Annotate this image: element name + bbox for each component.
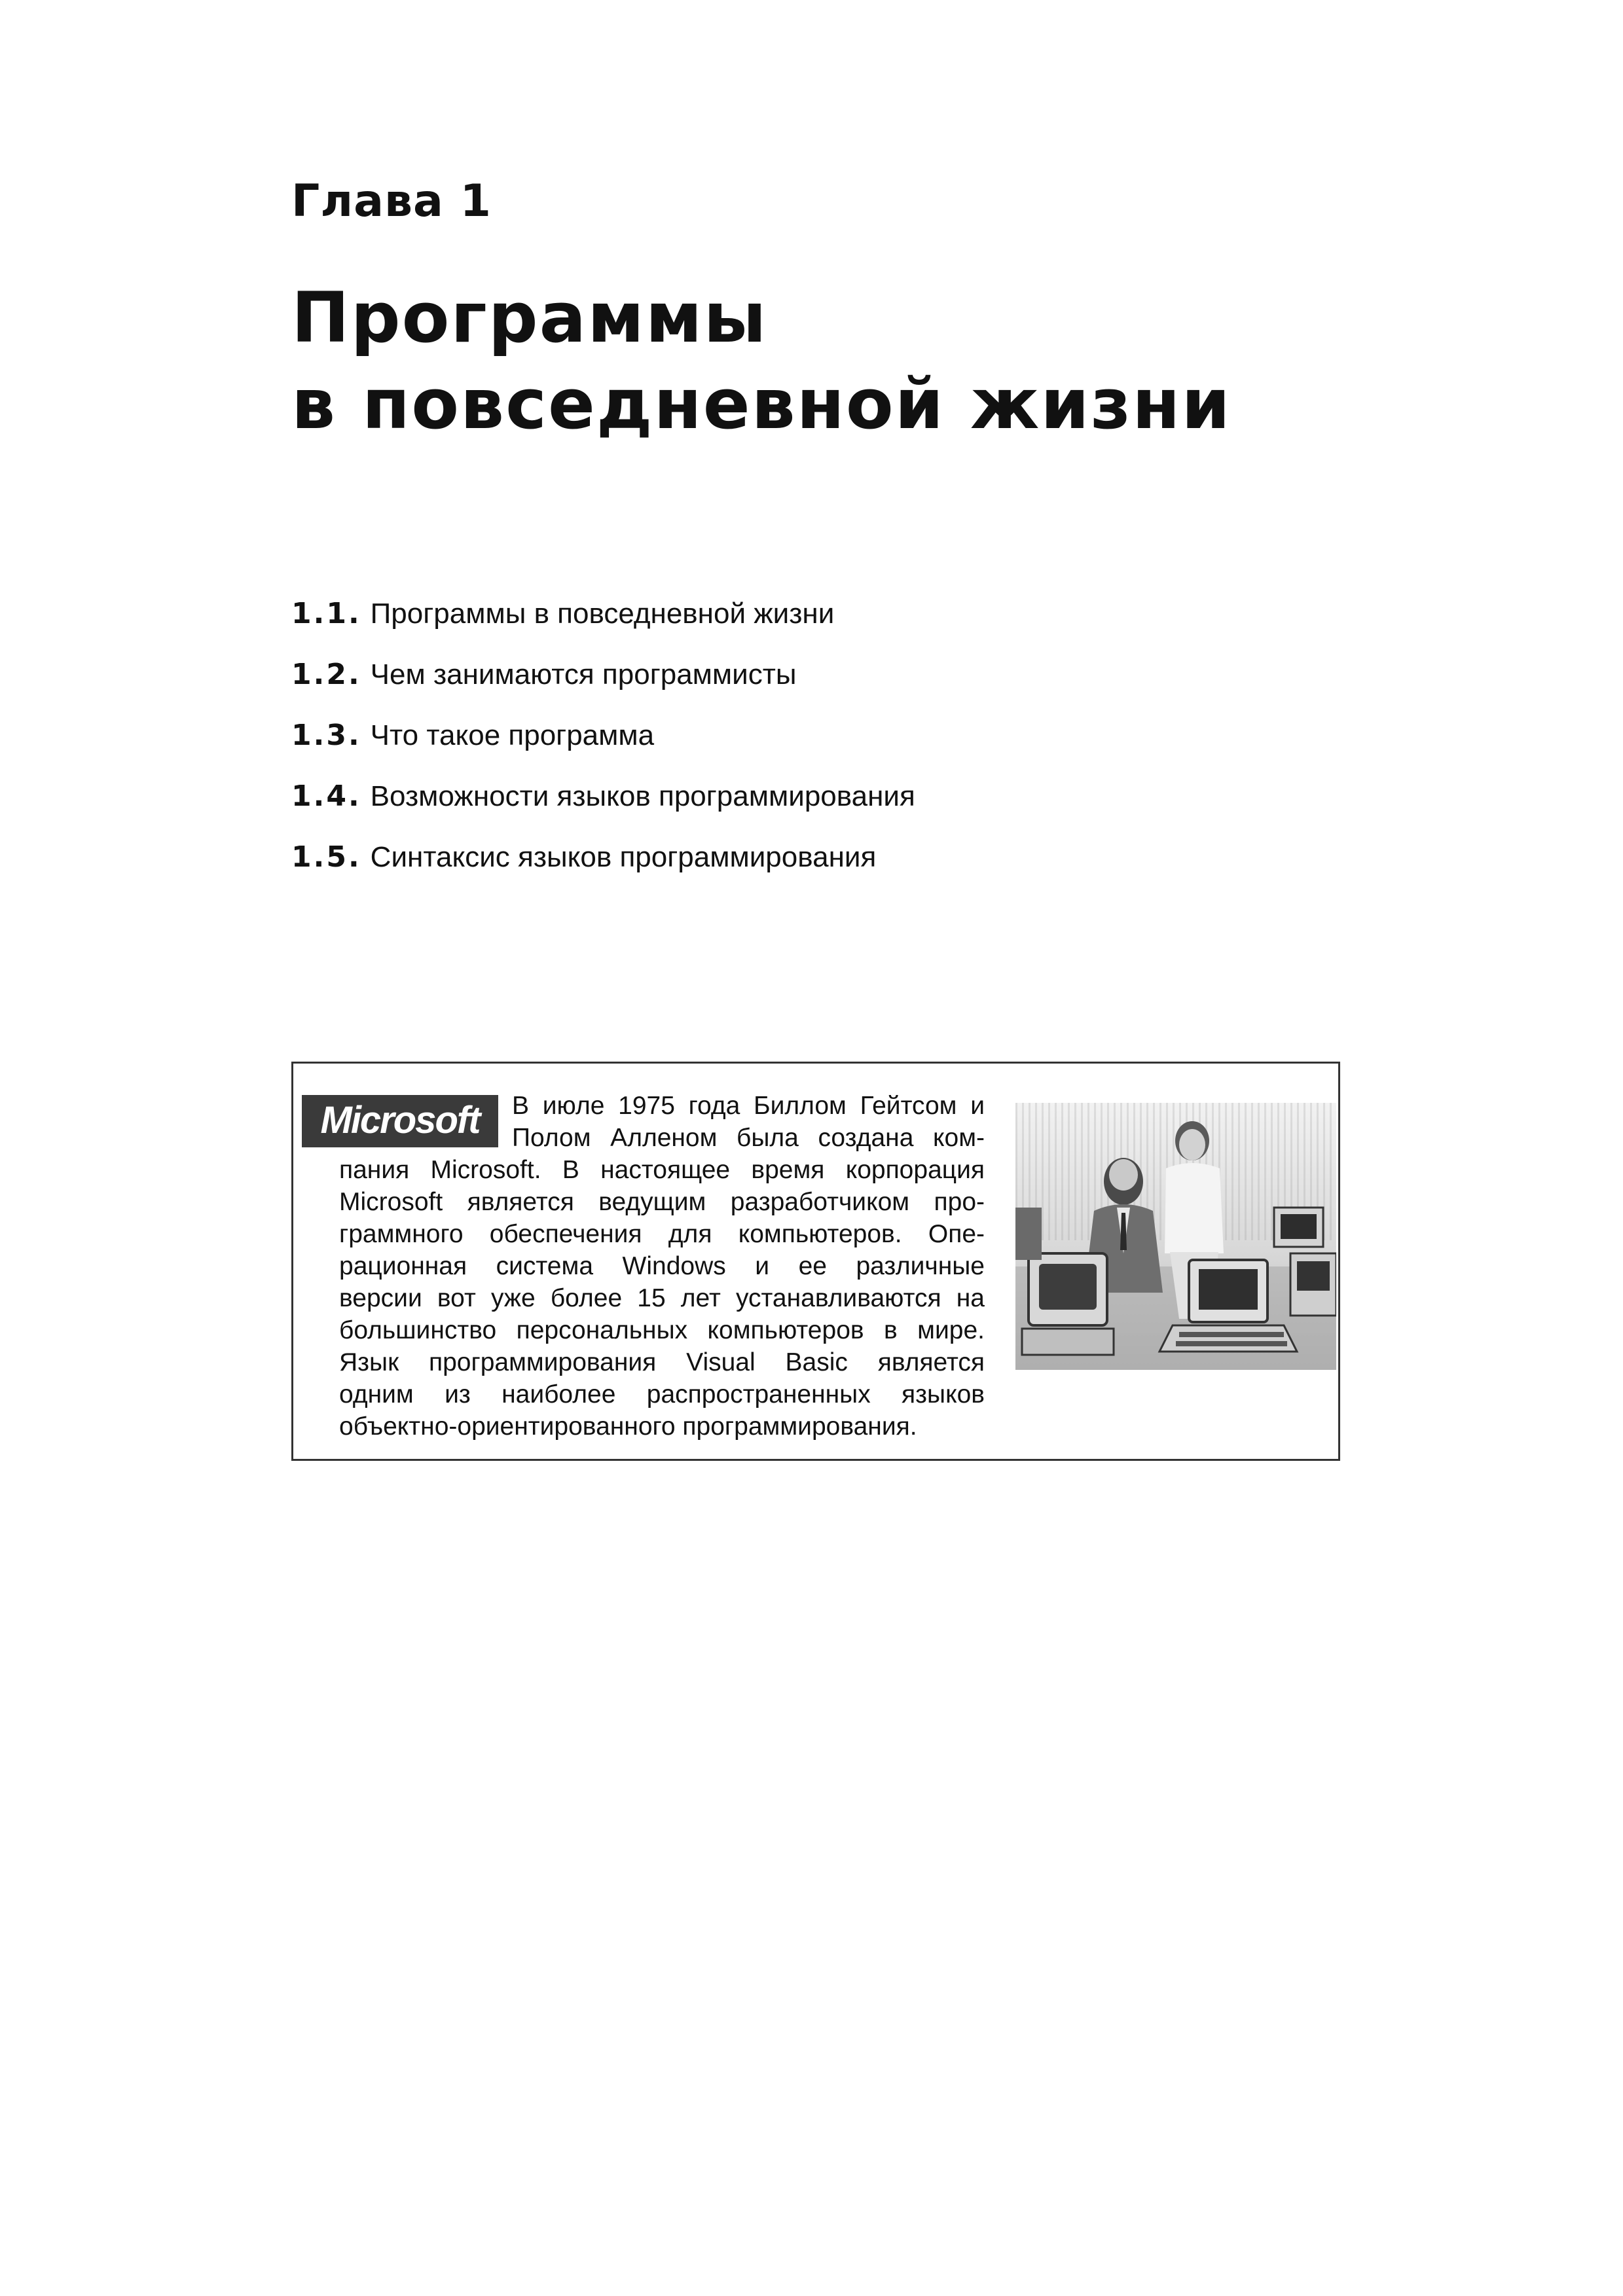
- toc-number: 1.5.: [291, 840, 361, 874]
- sidebar-line: рационная система Windows и ее различные: [339, 1252, 985, 1280]
- toc-item: [291, 597, 915, 658]
- toc-item: [291, 719, 915, 780]
- chapter-label: Глава 1: [291, 175, 492, 227]
- toc-item: [291, 780, 915, 840]
- toc-item: [291, 658, 915, 719]
- toc-number: 1.2.: [291, 658, 361, 691]
- chapter-title: [291, 275, 1231, 448]
- sidebar-line: В июле 1975 года Биллом Гейтсом и: [512, 1092, 985, 1120]
- sidebar-line: Microsoft является ведущим разработчиком про-: [339, 1188, 985, 1216]
- toc-title: Возможности языков программирования: [370, 780, 915, 812]
- sidebar-line: версии вот уже более 15 лет устанавливаются на: [339, 1284, 985, 1312]
- sidebar-line: Язык программирования Visual Basic является: [339, 1348, 985, 1376]
- chapter-title-line-2: в повседневной жизни: [291, 364, 1231, 444]
- toc-number: 1.3.: [291, 719, 361, 752]
- sidebar-paragraph: [293, 1090, 985, 1443]
- toc-title: Синтаксис языков программирования: [370, 841, 877, 873]
- sidebar-line: объектно-ориентированного программирования.: [339, 1412, 917, 1441]
- sidebar-line: пания Microsoft. В настоящее время корпорация: [339, 1156, 985, 1184]
- toc-number: 1.4.: [291, 780, 361, 813]
- sidebar-line: одним из наиболее распространенных языков: [339, 1380, 985, 1408]
- sidebar-line: большинство персональных компьютеров в мире.: [339, 1316, 985, 1344]
- sidebar-line: граммного обеспечения для компьютеров. Опе-: [339, 1220, 985, 1248]
- chapter-contents: [291, 597, 915, 901]
- chapter-title-line-1: Программы: [291, 278, 768, 358]
- svg-text:Microsoft: Microsoft: [320, 1099, 480, 1141]
- history-sidebar-box: [291, 1062, 1340, 1461]
- toc-title: Что такое программа: [370, 719, 655, 751]
- toc-title: Чем занимаются программисты: [370, 658, 797, 691]
- founders-photo: [1015, 1103, 1336, 1370]
- sidebar-line: Полом Алленом была создана ком-: [512, 1124, 985, 1152]
- toc-title: Программы в повседневной жизни: [370, 598, 835, 630]
- toc-item: [291, 840, 915, 901]
- toc-number: 1.1.: [291, 597, 361, 630]
